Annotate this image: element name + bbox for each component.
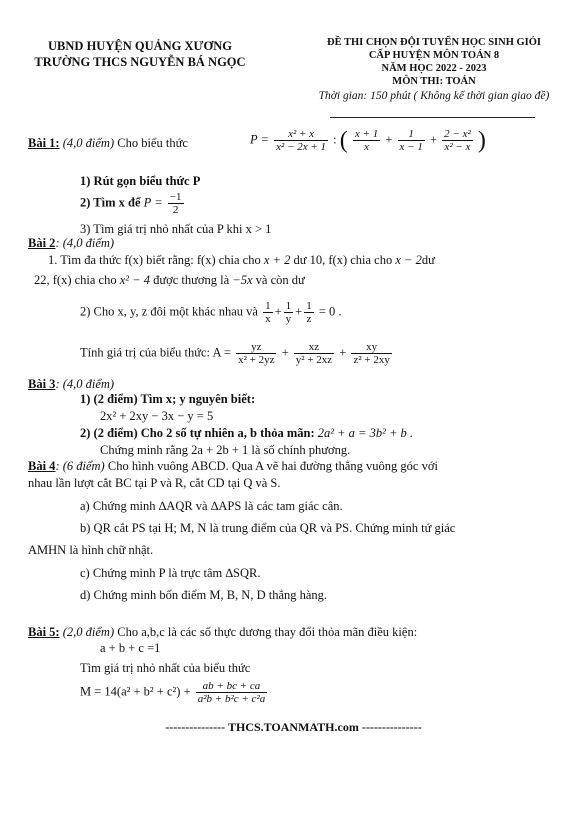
school-year: NĂM HỌC 2022 - 2023 <box>381 63 487 74</box>
bai4-heading: Bài 4: (6 điểm) Cho hình vuông ABCD. Qua A vẽ hai đường thẳng vuông góc với <box>28 459 438 473</box>
bai1-formula <box>250 128 486 153</box>
bai5-formula: M = 14(a² + b² + c²) + $\frac{ab + bc + ca}{\text{a²b + b²c + c²a}}$ <box>80 680 266 705</box>
header-left <box>20 38 260 70</box>
colon-sign: : <box>333 132 337 147</box>
bai1-q3: 3) Tìm giá trị nhỏ nhất của P khi x > 1 <box>80 222 272 236</box>
plus-sign: + <box>429 132 438 147</box>
district-name: UBND HUYỆN QUẢNG XƯƠNG <box>48 39 232 53</box>
bai4-d: d) Chứng minh bốn điểm M, B, N, D thẳng hàng. <box>80 588 328 602</box>
bai3-p1-eq: 2x² + 2xy − 3x − y = 5 <box>100 409 214 423</box>
bai3-p2-line2: Chứng minh rằng 2a + 2b + 1 là số chính phương. <box>100 443 351 457</box>
bai1-intro: Cho biểu thức <box>117 136 188 150</box>
bai1-heading <box>28 136 188 151</box>
exam-time: Thời gian: 150 phút ( Không kể thời gian giao đề) <box>318 90 550 102</box>
bai2-p1-line1: 1. Tìm đa thức f(x) biết rằng: f(x) chia cho x + 2 dư 10, f(x) chia cho x − 2dư <box>48 253 435 267</box>
bai2-heading: Bài 2: (4,0 điểm) <box>28 236 115 250</box>
bai2-calc: Tính giá trị của biểu thức: A = $\frac{yz}{\text{x² + 2yz}}$ + $\frac{xz}{\text{y² + 2xz}}$ + $\frac{xy}{\text{z² + 2xy}}$ <box>80 341 390 366</box>
fraction: $\frac{-1}{2}$ <box>169 191 182 216</box>
bai3-p1: 1) (2 điểm) Tìm x; y nguyên biết: <box>80 392 256 406</box>
header-divider <box>330 117 535 118</box>
fraction: $\frac{1}{x - 1}$ <box>399 128 423 153</box>
bai4-intro2: nhau lần lượt cắt BC tại P và R, cắt CD tại Q và S. <box>28 476 281 490</box>
fraction: $\frac{\text{2 − x²}}{\text{x² − x}}$ <box>444 128 471 153</box>
p-lhs: P = <box>250 132 269 147</box>
plus-sign: + <box>385 132 393 147</box>
fraction: $\frac{ab + bc + ca}{\text{a²b + b²c + c²a}}$ <box>197 680 266 705</box>
exam-title: ĐỀ THI CHỌN ĐỘI TUYỂN HỌC SINH GIỎI <box>326 37 542 48</box>
fraction: $\frac{x + 1}{x}$ <box>354 128 379 153</box>
exam-level: CẤP HUYỆN MÔN TOÁN 8 <box>368 50 500 61</box>
bai1-label: Bài 1: <box>28 136 60 150</box>
fraction: $\frac{1}{x}$ <box>265 300 271 325</box>
bai2-p1-line2: 22, f(x) chia cho x² − 4 được thương là −5x và còn dư <box>34 273 305 287</box>
fraction: $\frac{yz}{\text{x² + 2yz}}$ <box>238 341 275 366</box>
bai1-score: (4,0 điểm) <box>62 136 115 150</box>
fraction: $\frac{xy}{\text{z² + 2xy}}$ <box>353 341 390 366</box>
bai5-condition: a + b + c =1 <box>100 641 161 655</box>
paren-close: ) <box>477 127 486 154</box>
bai1-q2: 2) Tìm x để P = $\frac{-1}{2}$ <box>80 191 182 216</box>
bai3-p2: 2) (2 điểm) Cho 2 số tự nhiên a, b thỏa mãn: 2a² + a = 3b² + b . <box>80 426 414 440</box>
fraction: $\frac{\text{x² + x}}{\text{x² − 2x + 1}}$ <box>276 128 327 153</box>
bai4-c: c) Chứng minh P là trực tâm ∆SQR. <box>80 566 261 580</box>
fraction: $\frac{1}{z}$ <box>306 300 312 325</box>
bai4-a: a) Chứng minh ∆AQR và ∆APS là các tam giác cân. <box>80 499 343 513</box>
bai4-b1: b) QR cắt PS tại H; M, N là trung điểm của QR và PS. Chứng minh tứ giác <box>80 521 456 535</box>
bai2-p2: 2) Cho x, y, z đôi một khác nhau và $\frac{1}{x}$ + $\frac{1}{y}$ + $\frac{1}{z}$ = 0 . <box>80 300 342 325</box>
bai5-heading: Bài 5: (2,0 điểm) Cho a,b,c là các số thực dương thay đổi thỏa mãn điều kiện: <box>28 625 418 639</box>
bai3-heading: Bài 3: (4,0 điểm) <box>28 377 115 391</box>
paren-open: ( <box>339 127 348 154</box>
fraction: $\frac{xz}{\text{y² + 2xz}}$ <box>295 341 333 366</box>
subject: MÔN THI: TOÁN <box>392 76 476 87</box>
school-name: TRƯỜNG THCS NGUYỄN BÁ NGỌC <box>34 55 246 69</box>
fraction: $\frac{1}{y}$ <box>285 300 292 325</box>
footer-credit: --------------- THCS.TOANMATH.com --------------- <box>165 720 422 734</box>
bai4-b2: AMHN là hình chữ nhật. <box>28 543 154 557</box>
bai1-q1: 1) Rút gọn biểu thức P <box>80 174 201 188</box>
bai5-find: Tìm giá trị nhỏ nhất của biểu thức <box>80 661 251 675</box>
header-right <box>294 36 574 103</box>
